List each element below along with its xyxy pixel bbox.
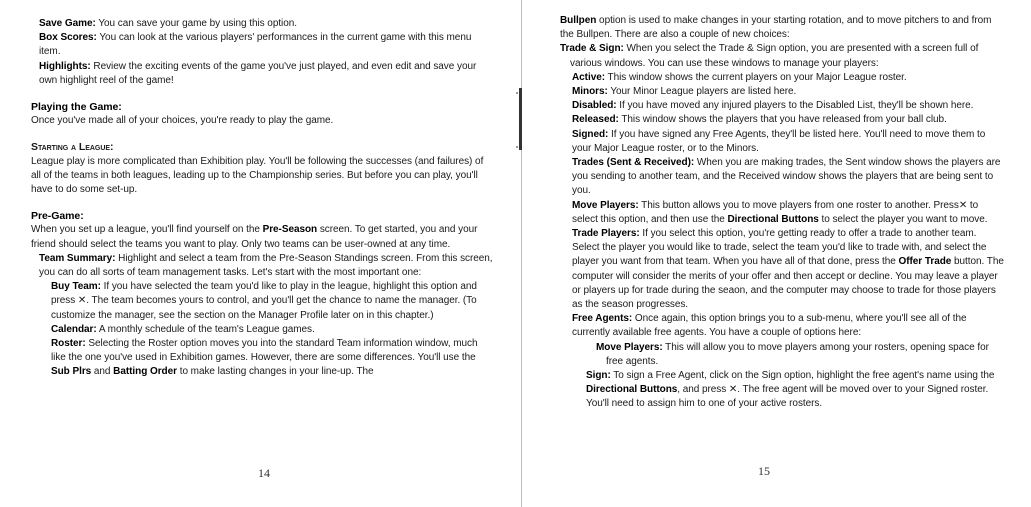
released-entry [550, 113, 1005, 127]
description: This window shows the players that you have released from your ball club. [618, 114, 947, 126]
description: If you have moved any injured players to the Disabled List, they'll be shown here. [616, 100, 974, 112]
description: to select the player you want to move. [818, 213, 988, 225]
buy-team-entry [31, 280, 493, 323]
playing-heading: Playing the Game: [31, 101, 122, 114]
term: Trade & Sign: [560, 43, 624, 55]
description: Your Minor League players are listed here. [607, 86, 797, 98]
description: , and press ✕. The free agent will be moved over to your Signed roster. You'll need to assign him to one of your active rosters. [586, 384, 989, 410]
description: If you have signed any Free Agents, they'll be listed here. You'll need to move them to your Major League roster, or to the Minors. [572, 128, 986, 154]
sign-entry [550, 369, 1005, 412]
term: Highlights: [39, 60, 91, 72]
active-entry [550, 71, 1005, 85]
term: Team Summary: [39, 252, 116, 264]
term: Offer Trade [898, 256, 952, 268]
term: Signed: [572, 128, 609, 140]
trade-players-entry [550, 227, 1005, 312]
signed-entry [550, 128, 1005, 156]
term: Disabled: [572, 100, 617, 112]
right-page-text [550, 14, 1005, 412]
description: This button allows you to move players from one roster to another. Press✕ to select this option, and then use the [572, 199, 979, 225]
text: screen. To get started, you and your friend should select the teams you want to play. Only two teams can be user-owned at any time. [31, 224, 478, 250]
box-scores-entry [31, 31, 493, 59]
spine-tick [516, 146, 518, 148]
term: Active: [572, 71, 605, 83]
description: When you are making trades, the Sent window shows the players are you sending to another team, and the Received window shows the players that are being sent to you. [572, 157, 1001, 197]
term: Minors: [572, 86, 608, 98]
league-text: League play is more complicated than Exhibition play. You'll be following the successes (and failures) of all of the teams in both leagues, leading up to the Championship series. But before you can play, you'll have to do some set-up. [31, 155, 484, 196]
term: Buy Team: [51, 281, 101, 293]
term: Released: [572, 114, 619, 126]
league-heading: Starting a League: [31, 141, 114, 154]
term: Move Players: [572, 199, 639, 211]
description: A monthly schedule of the team's League games. [96, 323, 315, 335]
move-players-entry [550, 199, 1005, 227]
fa-move-players-entry [550, 341, 1005, 369]
term: Bullpen [560, 15, 597, 26]
left-page-text [31, 17, 493, 380]
description: If you select this option, you're getting ready to offer a trade to another team. Select the player you would like to trade, select the team you'd like to trade with, and select the player you want from that team. When you have all of that done, press the [572, 228, 987, 268]
disabled-entry [550, 99, 1005, 113]
term: Batting Order [113, 366, 177, 378]
description: You can look at the various players' performances in the current game with this menu item. [39, 32, 472, 58]
minors-entry [550, 85, 1005, 99]
description: If you have selected the team you'd like to play in the league, highlight this option and press ✕. The team becomes yours to control, and you'll get the chance to name the manager. (To customize the manager, see the section on the Manager Profile later on in this chapter.) [51, 281, 477, 321]
trades-entry [550, 156, 1005, 199]
description: Once again, this option brings you to a sub-menu, where you'll see all of the currently available free agents. You have a couple of options here: [572, 313, 967, 339]
trade-sign-entry [550, 42, 1005, 70]
description: When you select the Trade & Sign option, you are presented with a screen full of various windows. You can use these windows to manage your players: [570, 43, 979, 69]
right-page [520, 0, 1031, 507]
term: Roster: [51, 338, 86, 350]
description: This window shows the current players on your Major League roster. [605, 71, 907, 83]
term: Directional Buttons [727, 213, 819, 225]
spine-tick [516, 92, 518, 94]
playing-text: Once you've made all of your choices, you're ready to play the game. [31, 115, 334, 127]
description: option is used to make changes in your starting rotation, and to move pitchers to and from the Bullpen. There are also a couple of new choices: [560, 15, 992, 41]
term: Trades (Sent & Received): [572, 157, 695, 169]
bullpen-entry [550, 14, 1005, 42]
description: Highlight and select a team from the Pre-Season Standings screen. From this screen, you can do all sorts of team management tasks. Let's start with the most important one: [39, 252, 493, 279]
text: When you set up a league, you'll find yourself on the [31, 224, 263, 236]
term: Sub Plrs [51, 366, 92, 378]
description: This will allow you to move players among your rosters, opening space for free agents. [606, 341, 989, 367]
page-number: 15 [758, 464, 770, 478]
term: Box Scores: [39, 32, 97, 44]
roster-entry [31, 337, 493, 380]
term: Trade Players: [572, 228, 640, 240]
term: Free Agents: [572, 313, 633, 325]
free-agents-entry [550, 312, 1005, 340]
term: Calendar: [51, 323, 97, 335]
page-number: 14 [258, 466, 270, 480]
term: Move Players: [596, 341, 663, 353]
team-summary-entry [31, 252, 493, 280]
description: to make lasting changes in your line-up. The [176, 366, 374, 378]
description: and [91, 366, 114, 378]
highlights-entry [31, 60, 493, 88]
description: button. The computer will consider the merits of your offer and then accept or decline. You may leave a player or players up for trade during the seaon, and the computer may choose to trade for those players as the season progresses. [572, 256, 1004, 311]
save-game-entry [31, 17, 493, 31]
description: Selecting the Roster option moves you into the standard Team information window, much like the one you've used in Exhibition games. However, there are some differences. You'll use the [51, 338, 478, 364]
description: To sign a Free Agent, click on the Sign option, highlight the free agent's name using the [610, 370, 995, 382]
term: Save Game: [39, 18, 96, 29]
description: You can save your game by using this option. [95, 18, 297, 29]
pregame-text [31, 223, 493, 251]
left-page [0, 0, 515, 507]
calendar-entry [31, 323, 493, 337]
description: Review the exciting events of the game you've just played, and even edit and save your own highlight reel of the game! [39, 60, 477, 86]
term: Sign: [586, 370, 611, 382]
term: Pre-Season [262, 224, 318, 236]
pregame-heading: Pre-Game: [31, 210, 84, 223]
term: Directional Buttons [586, 384, 678, 396]
